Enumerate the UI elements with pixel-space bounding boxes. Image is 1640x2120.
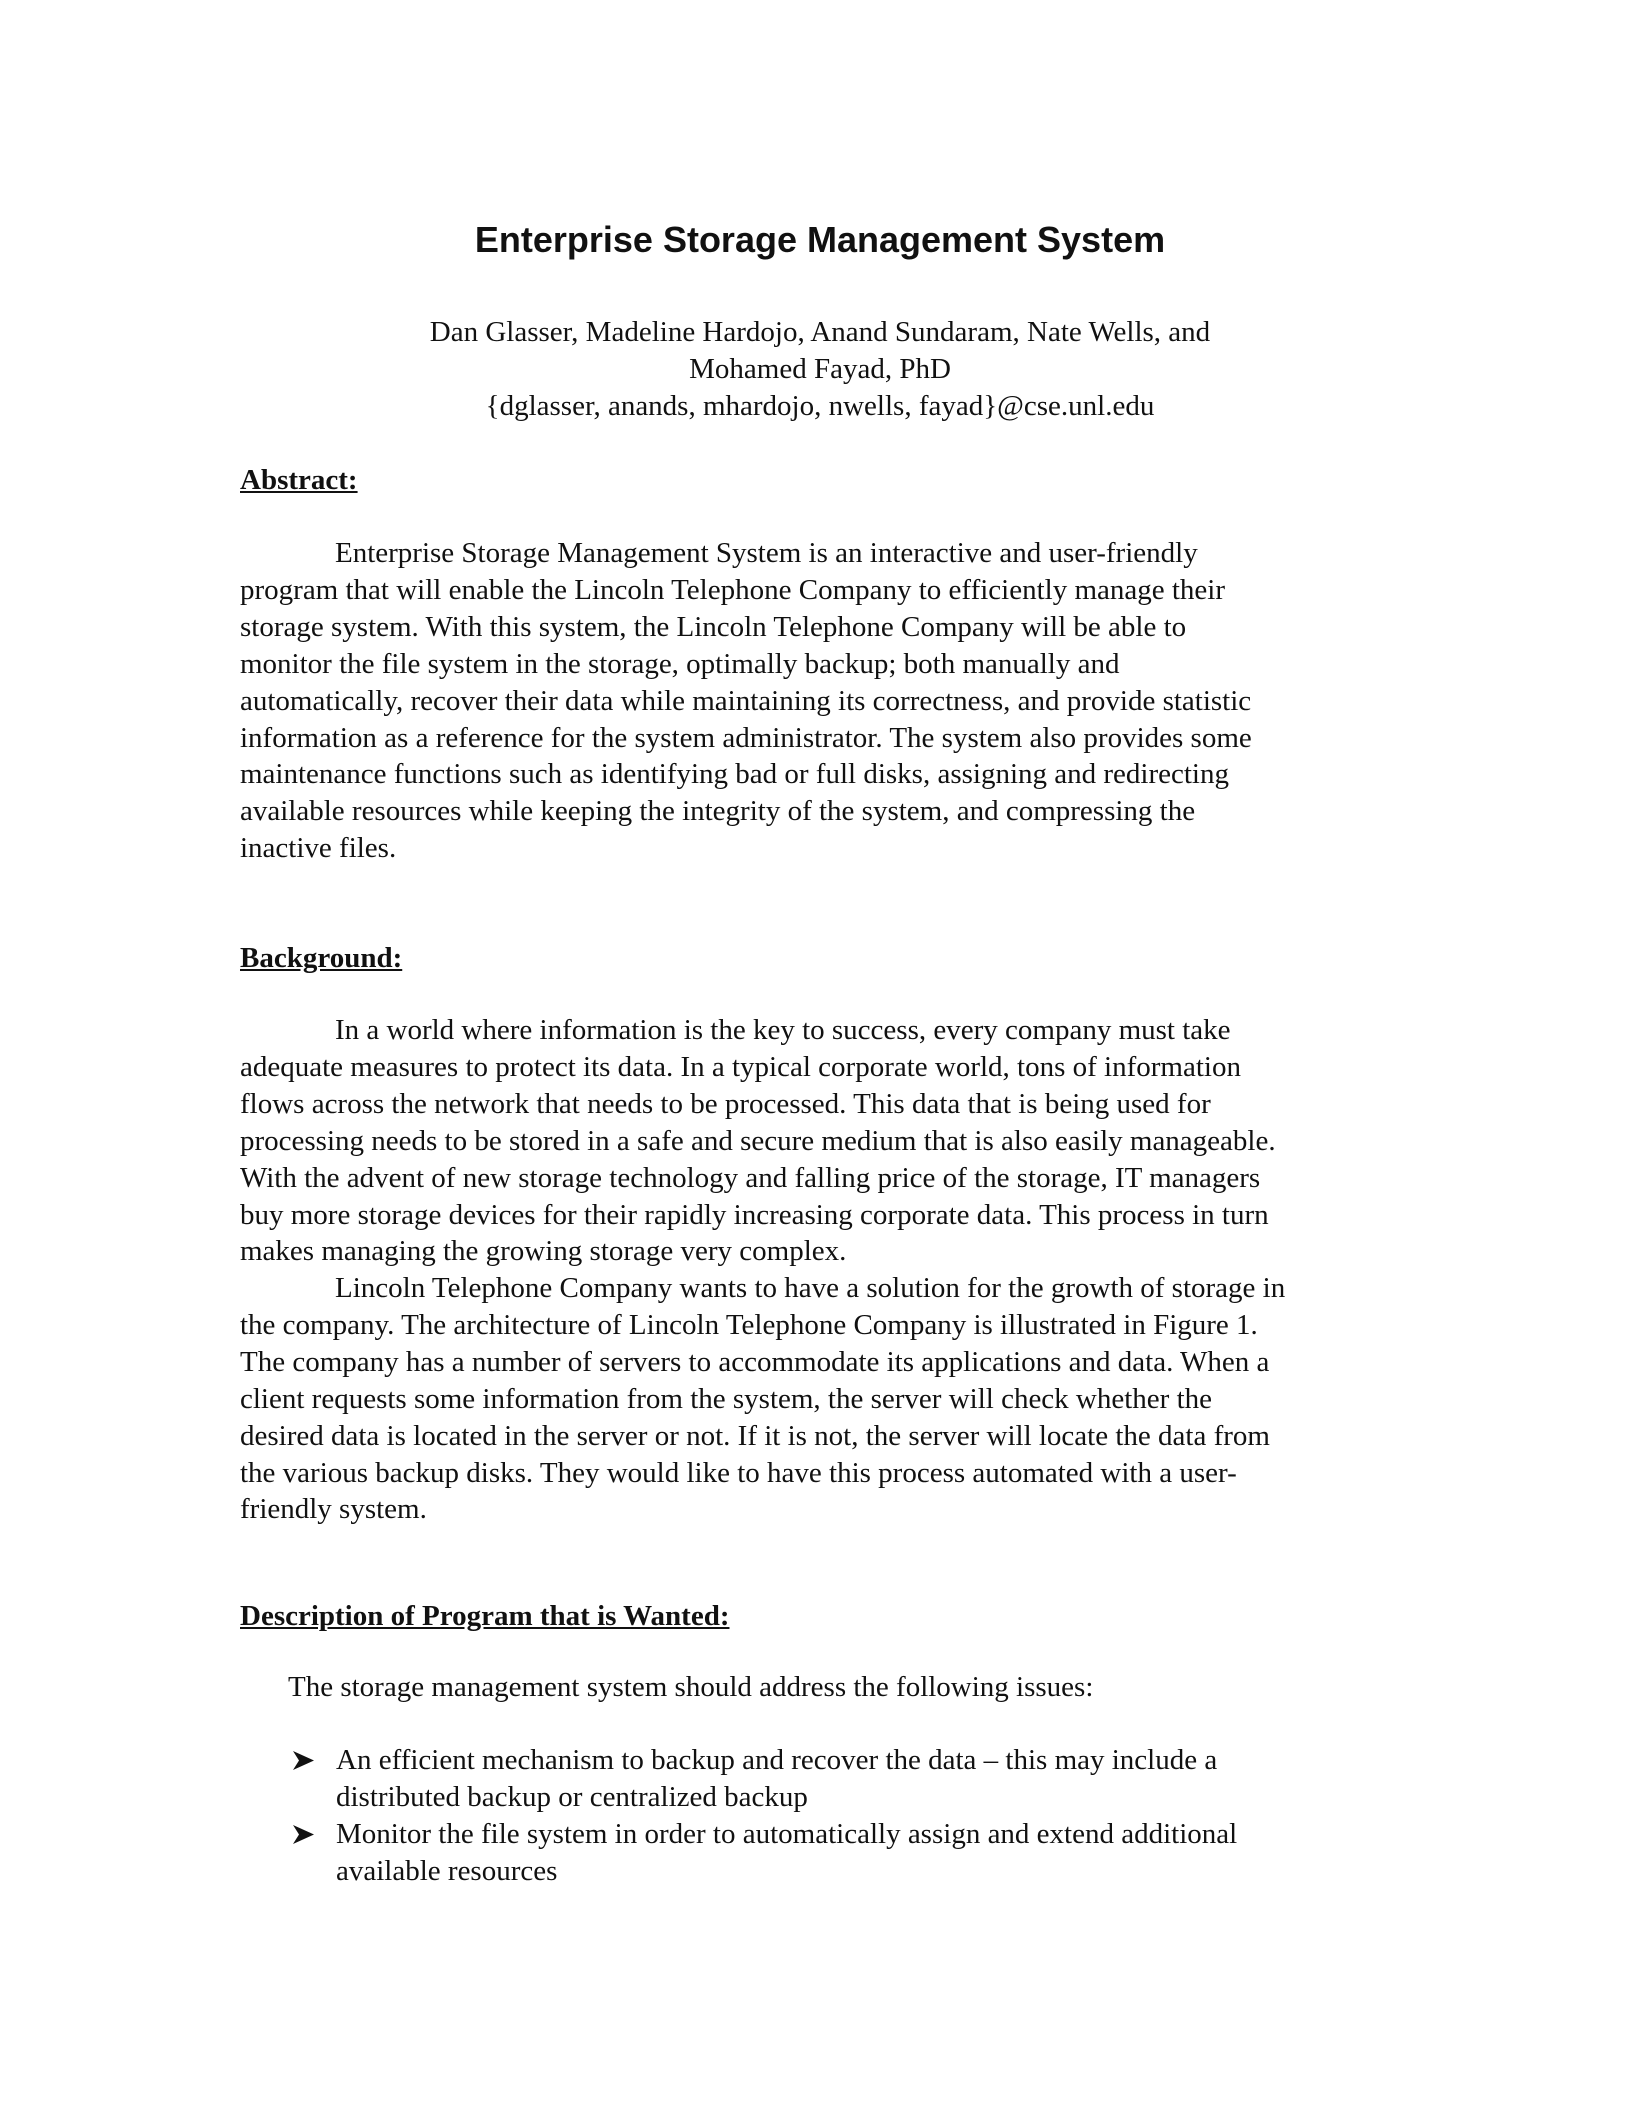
text-line: available resources [336, 1854, 558, 1887]
abstract-heading: Abstract: [240, 464, 358, 496]
description-heading: Description of Program that is Wanted: [240, 1600, 730, 1632]
list-item [288, 1742, 1388, 1816]
text-line: friendly system. [240, 1493, 427, 1526]
background-paragraph-2 [240, 1270, 1395, 1528]
text-line: Lincoln Telephone Company wants to have a solution for the growth of storage in [335, 1272, 1286, 1304]
text-line: An efficient mechanism to backup and recover the data – this may include a [336, 1744, 1218, 1776]
text-line: In a world where information is the key to success, every company must take [335, 1014, 1231, 1046]
arrowhead-bullet-icon [290, 1816, 320, 1853]
text-line: monitor the file system in the storage, optimally backup; both manually and [240, 647, 1120, 680]
list-item [288, 1816, 1388, 1890]
text-line: Monitor the file system in order to automatically assign and extend additional [336, 1817, 1238, 1850]
text-line: automatically, recover their data while maintaining its correctness, and provide statistic [240, 684, 1252, 717]
background-paragraph-1 [240, 1012, 1395, 1270]
text-line: desired data is located in the server or not. If it is not, the server will locate the data from [240, 1419, 1270, 1452]
author-block [0, 314, 1640, 425]
text-line: information as a reference for the system administrator. The system also provides some [240, 721, 1252, 754]
text-line: The company has a number of servers to accommodate its applications and data. When a [240, 1345, 1270, 1378]
text-line: makes managing the growing storage very complex. [240, 1235, 847, 1268]
text-line: program that will enable the Lincoln Telephone Company to efficiently manage their [240, 573, 1226, 606]
author-names-line-2: Mohamed Fayad, PhD [689, 353, 951, 385]
background-heading: Background: [240, 942, 403, 974]
text-line: buy more storage devices for their rapidly increasing corporate data. This process in turn [240, 1198, 1269, 1231]
arrowhead-bullet-icon [290, 1742, 320, 1779]
text-line: adequate measures to protect its data. In a typical corporate world, tons of information [240, 1050, 1241, 1083]
text-line: the company. The architecture of Lincoln Telephone Company is illustrated in Figure 1. [240, 1308, 1258, 1341]
abstract-paragraph [240, 535, 1395, 867]
issue-list [288, 1742, 1388, 1890]
text-line: processing needs to be stored in a safe and secure medium that is also easily manageable. [240, 1124, 1276, 1157]
text-line: Enterprise Storage Management System is an interactive and user-friendly [335, 537, 1198, 569]
text-line: With the advent of new storage technology and falling price of the storage, IT managers [240, 1161, 1261, 1194]
text-line: maintenance functions such as identifying bad or full disks, assigning and redirecting [240, 758, 1229, 791]
text-line: inactive files. [240, 832, 397, 865]
author-emails: {dglasser, anands, mhardojo, nwells, fayad}@cse.unl.edu [485, 390, 1155, 422]
description-intro: The storage management system should address the following issues: [288, 1671, 1094, 1703]
text-line: distributed backup or centralized backup [336, 1780, 808, 1813]
text-line: available resources while keeping the integrity of the system, and compressing the [240, 795, 1196, 828]
text-line: the various backup disks. They would like to have this process automated with a user- [240, 1456, 1237, 1489]
document-title: Enterprise Storage Management System [474, 219, 1166, 260]
author-names-line-1: Dan Glasser, Madeline Hardojo, Anand Sundaram, Nate Wells, and [429, 316, 1211, 348]
text-line: client requests some information from the system, the server will check whether the [240, 1382, 1213, 1415]
text-line: storage system. With this system, the Lincoln Telephone Company will be able to [240, 610, 1187, 643]
text-line: flows across the network that needs to be processed. This data that is being used for [240, 1087, 1211, 1120]
